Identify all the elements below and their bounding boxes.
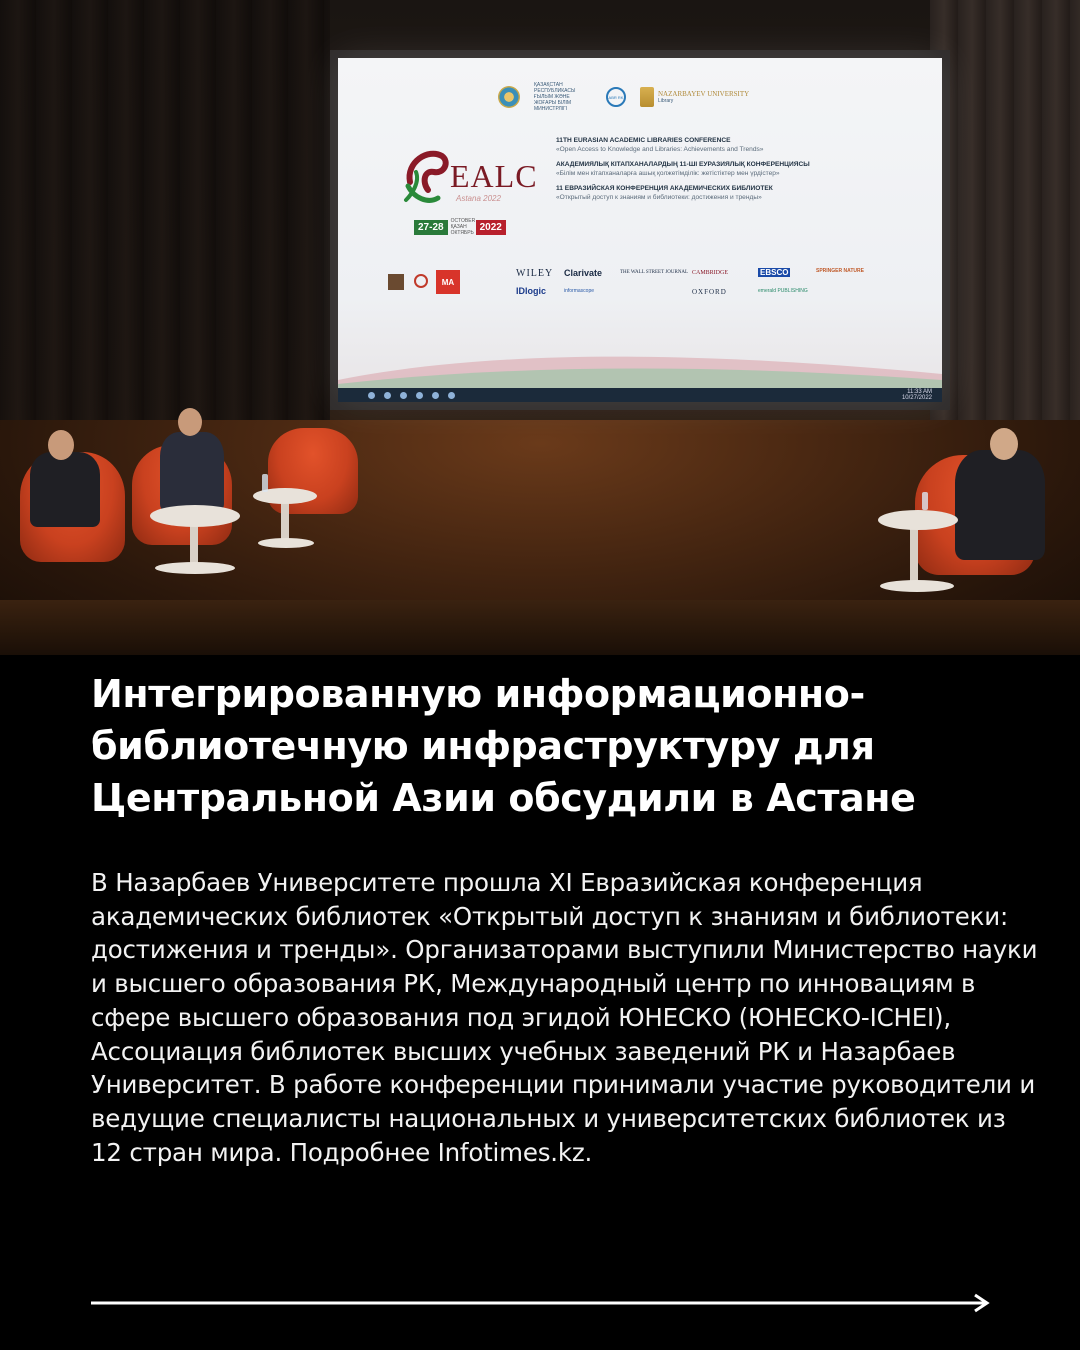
oxford-logo: OXFORD — [692, 288, 727, 296]
kazakhstan-emblem-icon — [498, 86, 520, 108]
wiley-logo: WILEY — [516, 268, 554, 279]
emerald-logo: emerald PUBLISHING — [758, 288, 808, 294]
browser-icon — [416, 392, 423, 399]
stage-curtain-right — [930, 0, 1080, 440]
start-icon — [368, 392, 375, 399]
side-table-base — [258, 538, 314, 548]
conf-title-ru: 11 ЕВРАЗИЙСКАЯ КОНФЕРЕНЦИЯ АКАДЕМИЧЕСКИХ БИБЛИОТЕК — [556, 185, 773, 192]
article-headline: Интегрированную информационно-библиотечную инфраструктуру для Центральной Азии обсудили в Астане — [91, 672, 916, 820]
side-table-base — [155, 562, 235, 574]
side-table-base — [880, 580, 954, 592]
speaker-right — [955, 450, 1045, 560]
abr-logo: ABR RK — [606, 87, 626, 107]
conf-title-en: 11TH EURASIAN ACADEMIC LIBRARIES CONFERENCE — [556, 137, 731, 144]
nu-logo-sub: Library — [658, 97, 674, 104]
ealc-logo-icon — [398, 142, 458, 212]
ealc-title: EALC — [450, 158, 538, 194]
article-body: В Назарбаев Университете прошла XI Евразийская конференция академических библиотек «Открытый доступ к знаниям и библиотеки: достижения и тренды». Организаторами выступили Министерство науки и высшего образования РК, Международный центр по инновациям в сфере высшего образования под эгидой ЮНЕСКО (ЮНЕСКО-ICHEI), Ассоциация библиотек высших учебных заведений РК и Назарбаев Университет. В работе конференции принимали участие руководители и ведущие специалисты национальных и университетских библиотек из 12 стран мира. Подробнее Infotimes.kz. — [91, 868, 1038, 1167]
ministry-text: ҚАЗАҚСТАН РЕСПУБЛИКАСЫ ҒЫЛЫМ ЖӘНЕ ЖОҒАРЫ БІЛІМ МИНИСТРЛІГІ — [534, 82, 576, 112]
taskbar-clock — [902, 389, 932, 401]
conf-sub-en: «Open Access to Knowledge and Libraries: Achievements and Trends» — [556, 146, 764, 153]
side-table — [150, 505, 240, 527]
explorer-icon — [432, 392, 439, 399]
nu-logo — [640, 87, 749, 107]
conference-photo — [0, 0, 1080, 655]
speaker-right-head — [990, 428, 1018, 460]
clock-date: 10/27/2022 — [901, 395, 932, 401]
nu-logo-text: NAZARBAYEV UNIVERSITY — [658, 89, 750, 98]
clarivate-logo: Clarivate — [564, 268, 603, 278]
water-bottle — [262, 474, 268, 492]
powerpoint-icon — [448, 392, 455, 399]
speaker-left-1 — [30, 452, 100, 527]
screen-wave-decoration — [338, 340, 942, 388]
nu-mark-icon — [640, 87, 654, 107]
date-year: 2022 — [476, 220, 506, 235]
taskview-icon — [400, 392, 407, 399]
speaker-left-2-head — [178, 408, 202, 436]
conf-title-kz: АКАДЕМИЯЛЫҚ КІТАПХАНАЛАРДЫҢ 11-ШІ ЕУРАЗИЯЛЫҚ КОНФЕРЕНЦИЯСЫ — [556, 161, 810, 168]
wsj-logo: THE WALL STREET JOURNAL — [620, 270, 689, 275]
date-months: OCTOBER ҚАЗАН ОКТЯБРЬ — [450, 218, 476, 236]
conf-sub-ru: «Открытый доступ к знаниям и библиотеки: достижения и тренды» — [556, 194, 762, 201]
date-days: 27-28 — [414, 220, 448, 235]
clock-time: 11:33 AM — [907, 389, 932, 395]
stage-edge — [0, 600, 1080, 655]
water-bottle — [922, 492, 928, 510]
side-table — [878, 510, 958, 530]
informascope-logo: informascope — [564, 288, 595, 294]
springer-logo: SPRINGER NATURE — [816, 268, 864, 274]
screen-logos-row — [498, 82, 749, 112]
ebsco-logo: EBSCO — [760, 268, 789, 277]
projection-screen — [338, 58, 942, 402]
idlogic-logo: IDlogic — [516, 286, 547, 296]
cambridge-logo: CAMBRIDGE — [692, 270, 729, 276]
stage-curtain-left — [0, 0, 330, 420]
speaker-left-2 — [160, 432, 224, 512]
search-icon — [384, 392, 391, 399]
circle-logo-icon — [414, 274, 428, 288]
publisher-logo-icon — [388, 274, 404, 290]
speaker-left-1-head — [48, 430, 74, 460]
ma-logo: MA — [436, 270, 460, 294]
conference-date — [414, 218, 506, 236]
ealc-subtitle: Astana 2022 — [456, 194, 501, 203]
conference-titles — [556, 136, 886, 208]
conf-sub-kz: «Білім мен кітапханаларға ашық қолжетімділік: жетістіктер мен үрдістер» — [556, 170, 780, 177]
windows-taskbar — [338, 388, 942, 402]
side-table-stem — [910, 525, 918, 585]
arrow-right-icon[interactable] — [91, 1293, 991, 1313]
